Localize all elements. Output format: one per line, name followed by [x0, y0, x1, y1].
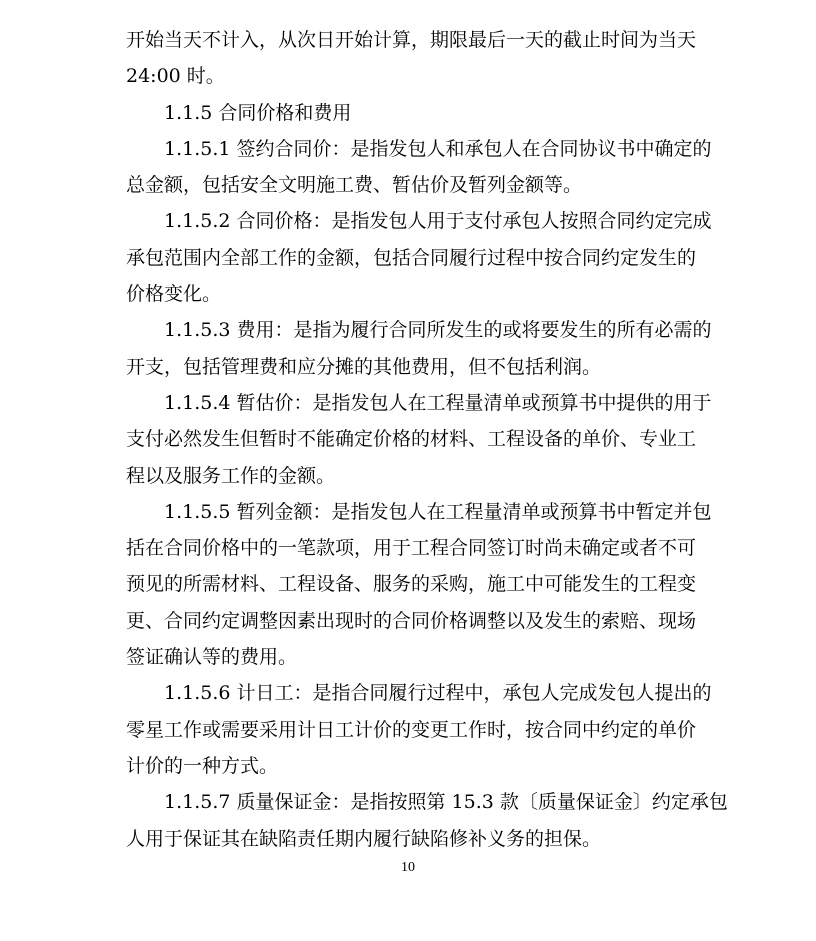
text-line: 承包范围内全部工作的金额，包括合同履行过程中按合同约定发生的 — [126, 246, 697, 269]
text-line: 总金额，包括安全文明施工费、暂估价及暂列金额等。 — [126, 174, 583, 197]
clause-line: 1.1.5.5 暂列金额：是指发包人在工程量清单或预算书中暂定并包 — [164, 500, 712, 523]
text-line: 计价的一种方式。 — [126, 754, 279, 777]
clause-line: 1.1.5.7 质量保证金：是指按照第 15.3 款〔质量保证金〕约定承包 — [164, 791, 728, 814]
text-line: 零星工作或需要采用计日工计价的变更工作时，按合同中约定的单价 — [126, 718, 697, 741]
clause-line: 1.1.5.3 费用：是指为履行合同所发生的或将要发生的所有必需的 — [164, 319, 712, 342]
text-line: 24:00 时。 — [126, 65, 225, 88]
text-line: 开支，包括管理费和应分摊的其他费用，但不包括利润。 — [126, 355, 602, 378]
text-line: 人用于保证其在缺陷责任期内履行缺陷修补义务的担保。 — [126, 827, 602, 850]
text-line: 更、合同约定调整因素出现时的合同价格调整以及发生的索赔、现场 — [126, 609, 697, 632]
page-number: 10 — [401, 860, 415, 875]
section-heading: 1.1.5 合同价格和费用 — [164, 101, 352, 124]
clause-line: 1.1.5.4 暂估价：是指发包人在工程量清单或预算书中提供的用于 — [164, 391, 712, 414]
clause-line: 1.1.5.1 签约合同价：是指发包人和承包人在合同协议书中确定的 — [164, 137, 712, 160]
text-line: 开始当天不计入，从次日开始计算，期限最后一天的截止时间为当天 — [126, 29, 697, 51]
text-line: 价格变化。 — [126, 283, 222, 306]
clause-line: 1.1.5.2 合同价格：是指发包人用于支付承包人按照合同约定完成 — [164, 210, 712, 233]
body-text — [126, 22, 728, 857]
clause-line: 1.1.5.6 计日工：是指合同履行过程中，承包人完成发包人提出的 — [164, 682, 712, 705]
text-line: 括在合同价格中的一笔款项，用于工程合同签订时尚未确定或者不可 — [126, 537, 697, 560]
text-line: 预见的所需材料、工程设备、服务的采购，施工中可能发生的工程变 — [126, 573, 697, 596]
text-line: 支付必然发生但暂时不能确定价格的材料、工程设备的单价、专业工 — [126, 428, 697, 451]
text-line: 程以及服务工作的金额。 — [126, 464, 336, 487]
text-line: 签证确认等的费用。 — [126, 646, 298, 669]
